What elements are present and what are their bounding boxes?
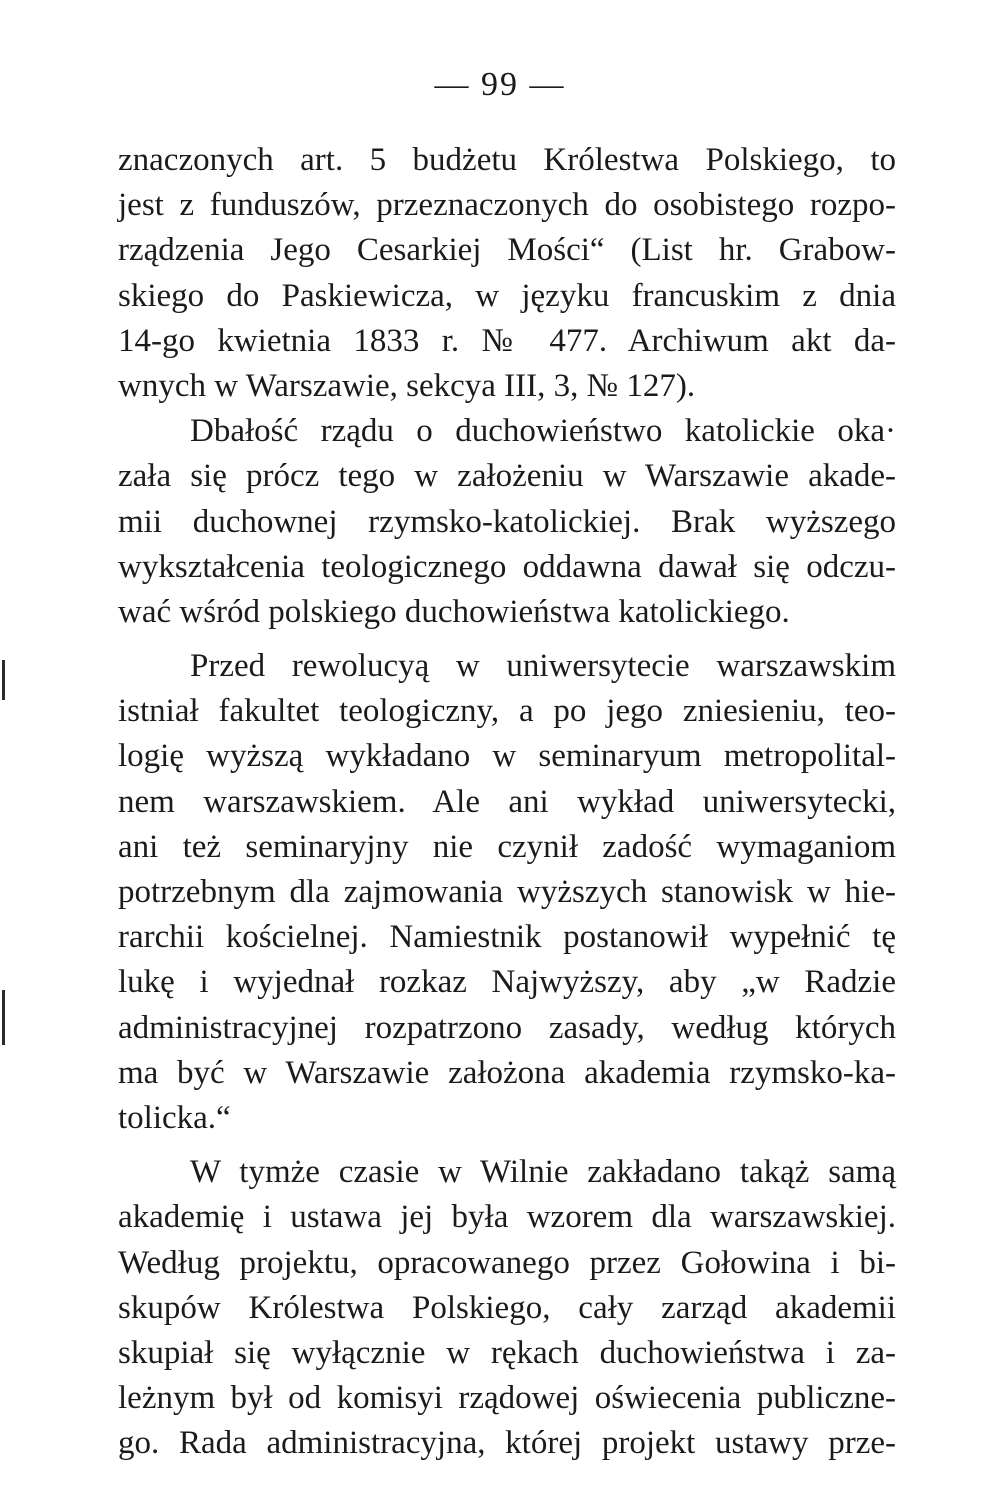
text-line: zała się prócz tego w założeniu w Warszawie akade- bbox=[118, 458, 896, 495]
text-line: skiego do Paskiewicza, w języku francuskim z dnia bbox=[118, 277, 896, 314]
text-line: akademię i ustawa jej była wzorem dla warszawskiej. bbox=[118, 1199, 896, 1236]
paragraph bbox=[118, 644, 896, 1141]
text-line: ma być w Warszawie założona akademia rzymsko-ka- bbox=[118, 1054, 896, 1091]
text-line: administracyjnej rozpatrzono zasady, według których bbox=[118, 1009, 896, 1046]
text-line: mii duchownej rzymsko-katolickiej. Brak wyższego bbox=[118, 503, 896, 540]
text-line: jest z funduszów, przeznaczonych do osobistego rozpo- bbox=[118, 187, 896, 224]
text-line: Dbałość rządu o duchowieństwo katolickie oka· bbox=[190, 413, 896, 450]
paragraph bbox=[118, 138, 896, 409]
paragraph bbox=[118, 409, 896, 635]
text-line: skupiał się wyłącznie w rękach duchowieństwa i za- bbox=[118, 1334, 896, 1371]
text-line: nem warszawskiem. Ale ani wykład uniwersytecki, bbox=[118, 783, 896, 820]
text-line: leżnym był od komisyi rządowej oświecenia publiczne- bbox=[118, 1380, 896, 1417]
binding-edge-mark bbox=[2, 660, 5, 700]
text-line: skupów Królestwa Polskiego, cały zarząd akademii bbox=[118, 1289, 896, 1326]
text-line: Według projektu, opracowanego przez Gołowina i bi- bbox=[118, 1244, 896, 1281]
paragraph bbox=[118, 1150, 896, 1466]
text-line: wać wśród polskiego duchowieństwa katolickiego. bbox=[118, 593, 790, 630]
text-line: tolicka.“ bbox=[118, 1099, 231, 1136]
text-line: lukę i wyjednał rozkaz Najwyższy, aby „w Radzie bbox=[118, 964, 896, 1001]
paragraph-spacer bbox=[118, 1141, 896, 1150]
page-number: — 99 — bbox=[434, 66, 566, 103]
text-line: rządzenia Jego Cesarkiej Mości“ (List hr. Grabow- bbox=[118, 232, 896, 269]
text-line: istniał fakultet teologiczny, a po jego zniesieniu, teo- bbox=[118, 693, 896, 730]
text-line: logię wyższą wykładano w seminaryum metropolital- bbox=[118, 738, 896, 775]
text-line: rarchii kościelnej. Namiestnik postanowił wypełnić tę bbox=[118, 919, 896, 956]
text-line: Przed rewolucyą w uniwersytecie warszawskim bbox=[190, 648, 896, 685]
text-line: go. Rada administracyjna, której projekt ustawy prze- bbox=[118, 1425, 896, 1462]
text-line: W tymże czasie w Wilnie zakładano takąż samą bbox=[190, 1154, 896, 1191]
text-line: znaczonych art. 5 budżetu Królestwa Polskiego, to bbox=[118, 142, 896, 178]
body-text bbox=[118, 138, 896, 1466]
text-line: potrzebnym dla zajmowania wyższych stanowisk w hie- bbox=[118, 874, 896, 910]
text-line: wykształcenia teologicznego oddawna dawał się odczu- bbox=[118, 548, 896, 585]
text-line: 14-go kwietnia 1833 r. № 477. Archiwum akt da- bbox=[118, 322, 896, 359]
binding-edge-mark bbox=[2, 990, 5, 1045]
text-line: ani też seminaryjny nie czynił zadość wymaganiom bbox=[118, 828, 896, 865]
paragraph-spacer bbox=[118, 635, 896, 644]
text-line: wnych w Warszawie, sekcya III, 3, № 127). bbox=[118, 367, 696, 404]
